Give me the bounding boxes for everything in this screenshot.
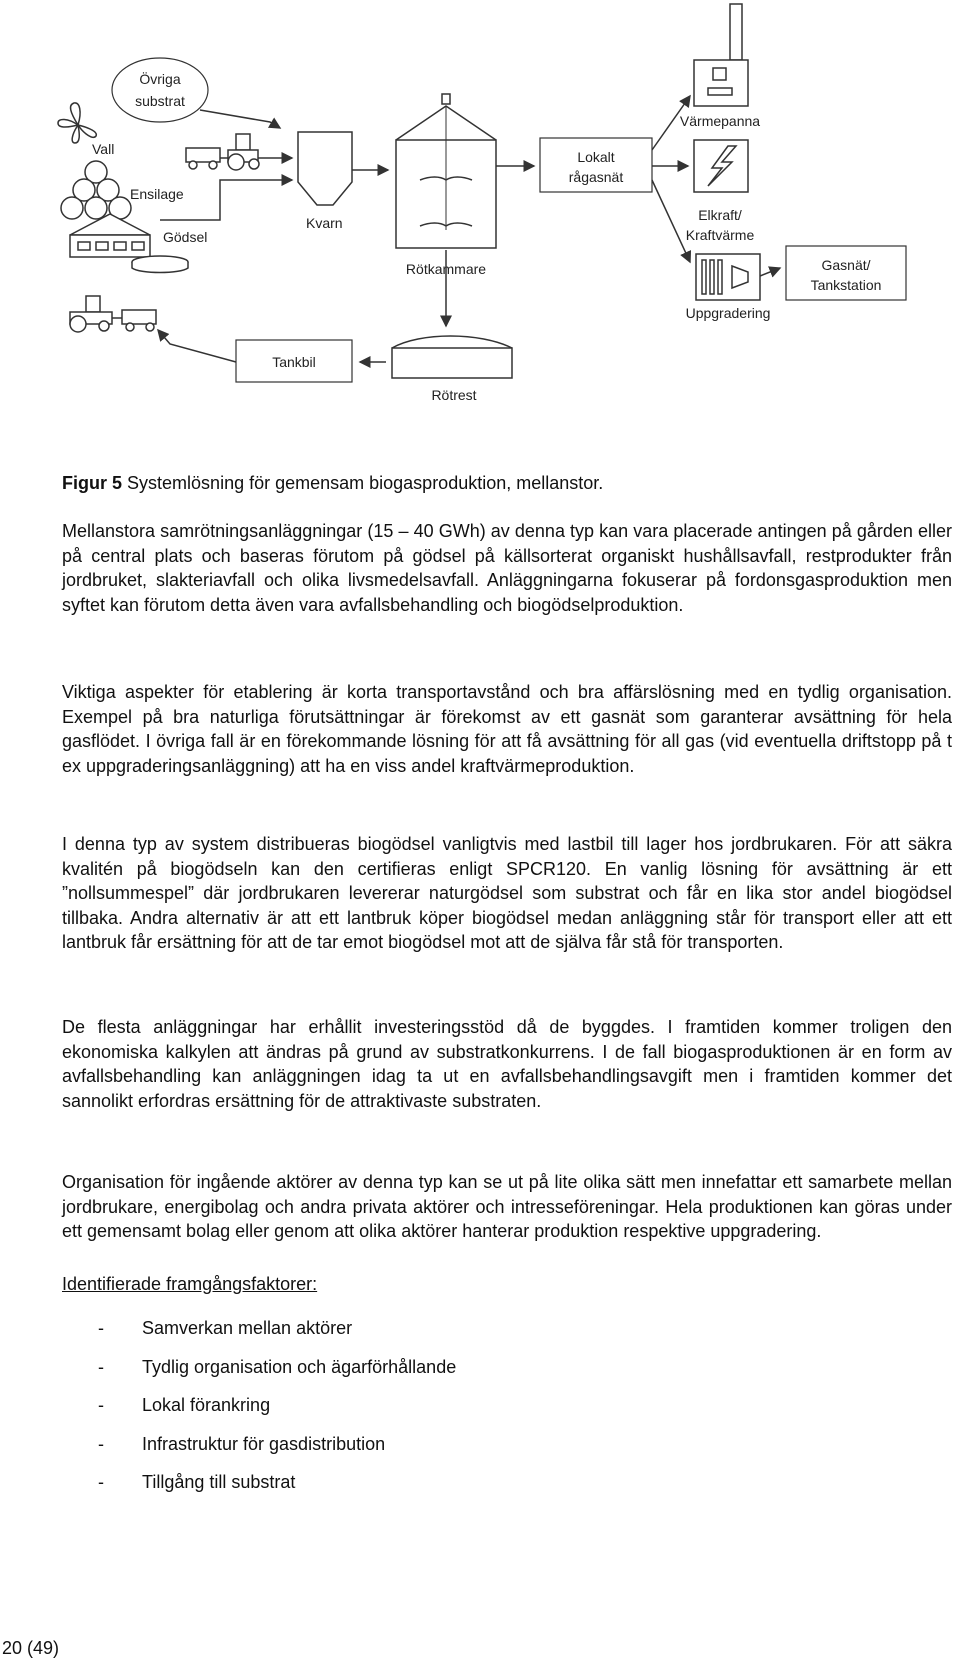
- tractor-trailer-top-icon: [186, 134, 259, 170]
- list-item-text: Tillgång till substrat: [142, 1472, 296, 1492]
- kvarn-silo-icon: [298, 132, 352, 205]
- body-paragraph-4: De flesta anläggningar har erhållit investeringsstöd då de byggdes. I framtiden kommer troligen den ekonomiska kalkylen att ändras på grund av substratkonkurrens. I de fall biogasproduktionen är en form av avfallsbehandling kan anläggningen idag ta ut en avfallsbehandlingsavgift men i framtiden kommer det sannolikt erfordras ersättning för de attraktivaste substraten.: [62, 1017, 952, 1111]
- lokalt-ragasnat-label-1: Lokalt: [577, 149, 615, 165]
- success-factors-heading: Identifierade framgångsfaktorer:: [62, 1274, 318, 1294]
- elkraft-label-2: Kraftvärme: [685, 227, 755, 243]
- tractor-trailer-bottom-icon: [70, 296, 156, 332]
- success-factors-list: [98, 1316, 798, 1509]
- ensilage-bales-icon: [61, 161, 131, 219]
- rotkammare-label: Rötkammare: [405, 261, 487, 277]
- ovriga-substrat-bubble: [112, 58, 208, 122]
- uppgradering-unit-icon: [696, 254, 760, 300]
- vall-label: Vall: [92, 141, 115, 157]
- list-item-text: Lokal förankring: [142, 1395, 271, 1415]
- body-paragraph-2: Viktiga aspekter för etablering är korta transportavstånd och bra affärslösning med en tydlig organisation. Exempel på bra naturliga förutsättningar är förekomst av ett gasnät som garanterar avsättning för hela gasflödet. I övriga fall är en förekommande lösning för att få avsättning för all gas (vid eventuella driftstopp på t ex uppgraderingsanläggning) att ha en viss andel kraftvärmeproduktion.: [62, 682, 952, 776]
- list-item: [98, 1470, 798, 1509]
- rotrest-label: Rötrest: [431, 387, 477, 403]
- bullet-dash: -: [98, 1356, 104, 1377]
- ovriga-substrat-label-2: substrat: [135, 93, 185, 109]
- arrow-ragasnat-to-uppgradering: [652, 180, 690, 262]
- varmepanna-boiler-icon: [694, 4, 748, 106]
- varmepanna-label: Värmepanna: [679, 113, 761, 129]
- arrow-uppgradering-to-gasnat: [760, 268, 780, 276]
- lokalt-ragasnat-label-2: rågasnät: [568, 169, 624, 185]
- body-paragraph-3: I denna typ av system distribueras biogödsel vanligtvis med lastbil till lager hos jordbrukaren. För att säkra kvalitén på biogödseln kan den certifieras enligt SPCR120. En vanlig lösning för avsättning är ett ”nollsummespel” där jordbrukaren levererar naturgödsel som substrat och får en lika stor andel biogödsel tillbaka. Andra alternativ är att ett lantbruk köper biogödsel medan anläggning står för transport eller att ett lantbruk får ersättning för att de tar emot biogödsel mot att de själva får stå för transporten.: [62, 834, 952, 952]
- figure-caption-text: Systemlösning för gemensam biogasproduktion, mellanstor.: [127, 473, 604, 493]
- gasnat-label-2: Tankstation: [810, 277, 882, 293]
- vall-propeller-icon: [58, 103, 96, 143]
- biogas-system-diagram: [0, 0, 960, 430]
- arrow-tankbil-to-tractor: [158, 330, 236, 362]
- list-item-text: Samverkan mellan aktörer: [142, 1318, 353, 1338]
- page-number: 20 (49): [2, 1638, 60, 1658]
- list-item: [98, 1316, 798, 1355]
- kvarn-label: Kvarn: [306, 215, 343, 231]
- rotkammare-digester-icon: [396, 94, 496, 248]
- bullet-dash: -: [98, 1318, 104, 1338]
- list-item: [98, 1432, 798, 1471]
- godsel-label: Gödsel: [163, 229, 208, 245]
- bullet-dash: -: [98, 1472, 104, 1492]
- godsel-tank-icon: [132, 256, 188, 273]
- arrow-ovriga-to-kvarn: [200, 110, 280, 128]
- figure-caption: [62, 472, 952, 494]
- uppgradering-label: Uppgradering: [685, 305, 771, 321]
- body-paragraph-1: Mellanstora samrötningsanläggningar (15 – 40 GWh) av denna typ kan vara placerade antingen på gården eller på central plats och baseras förutom på gödsel på källsorterat organiskt hushållsavfall, restprodukter från jordbruket, slakteriavfall och olika livsmedelsavfall. Anläggningarna fokuserar på fordonsgasproduktion men syftet kan förutom detta även vara avfallsbehandling och biogödselproduktion.: [62, 521, 952, 615]
- bullet-dash: -: [98, 1433, 104, 1454]
- ensilage-label: Ensilage: [130, 186, 184, 202]
- elkraft-lightning-icon: [694, 140, 748, 192]
- list-item-text: Tydlig organisation och ägarförhållande: [142, 1356, 457, 1377]
- rotrest-storage-icon: [392, 336, 512, 378]
- list-item-text: Infrastruktur för gasdistribution: [142, 1433, 386, 1454]
- ovriga-substrat-label-1: Övriga: [139, 71, 181, 87]
- bullet-dash: -: [98, 1395, 104, 1415]
- figure-label: Figur 5: [62, 473, 123, 493]
- list-item: [98, 1355, 798, 1394]
- godsel-barn-icon: [70, 214, 150, 257]
- body-paragraph-5: Organisation för ingående aktörer av denna typ kan se ut på lite olika sätt men innefattar ett samarbete mellan jordbrukare, energibolag och andra privata aktörer och intresseföreningar. Hela produktionen kan göras under ett gemensamt bolag eller genom att olika aktörer hanterar produktion respektive uppgradering.: [62, 1172, 952, 1241]
- gasnat-label-1: Gasnät/: [821, 257, 871, 273]
- elkraft-label-1: Elkraft/: [698, 207, 742, 223]
- tankbil-label: Tankbil: [272, 354, 316, 370]
- list-item: [98, 1393, 798, 1432]
